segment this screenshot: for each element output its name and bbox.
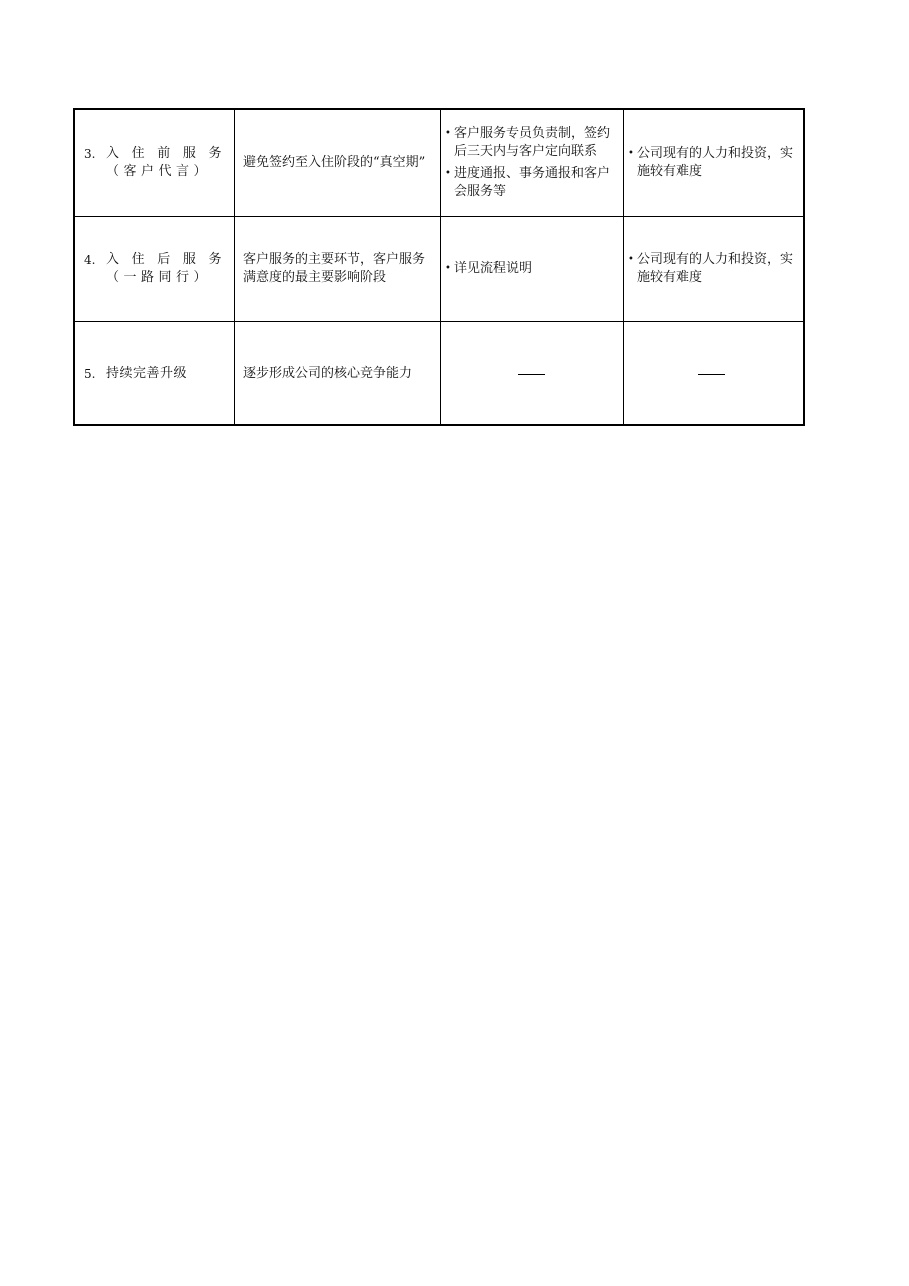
purpose-cell (235, 322, 441, 426)
stage-number: 3. (84, 147, 96, 161)
stage-cell (75, 110, 235, 216)
stage-cell (75, 322, 235, 426)
list-item: • 详见流程说明 (445, 260, 617, 278)
list-item: • 进度通报、事务通报和客户会服务等 (445, 165, 617, 201)
stage-cell (75, 217, 235, 321)
service-stage-table (73, 108, 805, 426)
list-item: • 公司现有的人力和投资，实施较有难度 (628, 145, 795, 181)
purpose-cell (235, 110, 441, 216)
difficulty-cell (624, 217, 803, 321)
table-row (75, 217, 803, 322)
purpose-cell (235, 217, 441, 321)
table-row (75, 322, 803, 426)
difficulty-cell (624, 322, 803, 426)
stage-title: 入住后服务（一路同行） (106, 252, 226, 285)
list-item: • 公司现有的人力和投资，实施较有难度 (628, 251, 795, 287)
stage-title: 持续完善升级 (106, 366, 188, 381)
measures-cell (441, 217, 624, 321)
measures-cell (441, 322, 624, 426)
empty-dash (698, 374, 725, 375)
table-row (75, 110, 803, 217)
stage-title: 入住前服务（客户代言） (106, 146, 226, 179)
measures-list (445, 260, 617, 278)
list-item: • 客户服务专员负责制，签约后三天内与客户定向联系 (445, 125, 617, 161)
measures-list (445, 125, 617, 201)
empty-dash (518, 374, 545, 375)
purpose-text: 逐步形成公司的核心竞争能力 (243, 366, 413, 381)
difficulty-list (628, 251, 795, 287)
purpose-text: 避免签约至入住阶段的“真空期” (243, 155, 426, 170)
stage-number: 5. (84, 367, 96, 381)
measures-cell (441, 110, 624, 216)
difficulty-list (628, 145, 795, 181)
purpose-text: 客户服务的主要环节，客户服务满意度的最主要影响阶段 (243, 252, 426, 285)
difficulty-cell (624, 110, 803, 216)
stage-number: 4. (84, 253, 96, 267)
